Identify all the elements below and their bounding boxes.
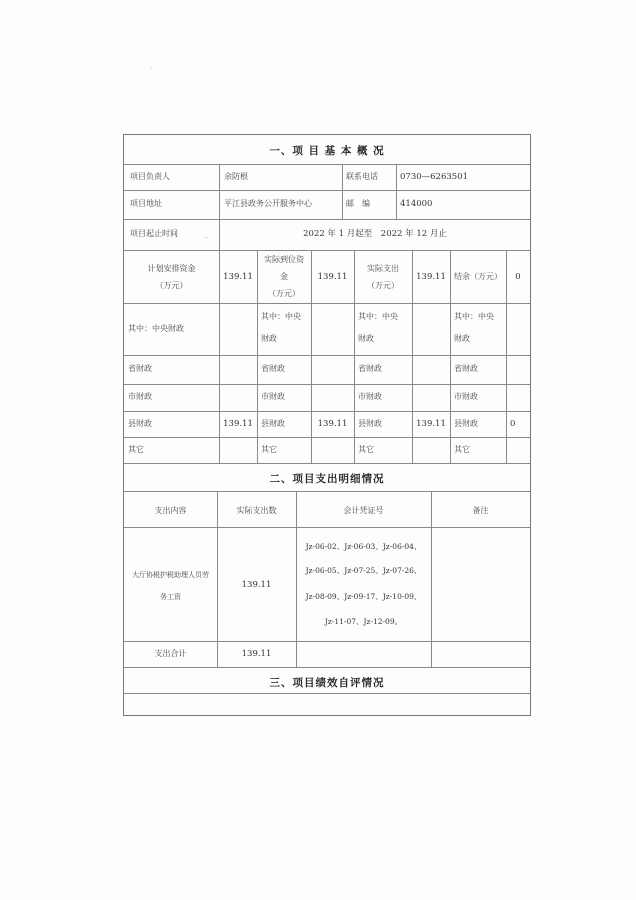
label-project-address: 项目地址 [130, 199, 162, 208]
label-county-arrived: 县财政 [261, 419, 285, 428]
value-county-planned: 139.11 [223, 419, 253, 429]
row-divider [124, 355, 530, 356]
voucher-line: Jz-06-02、Jz-06-03、Jz-06-04、 [305, 542, 422, 551]
label-actual-spent-unit: （万元） [367, 281, 399, 290]
voucher-line: Jz-11-07、Jz-12-09。 [324, 617, 403, 626]
scan-speck: ·· [204, 234, 209, 242]
label-planned-funds-unit: （万元） [155, 281, 188, 290]
value-county-arrived: 139.11 [317, 419, 348, 429]
label-other-arrived: 其它 [261, 445, 277, 454]
section2-title: 二、项目支出明细情况 [269, 473, 385, 485]
row-divider [124, 641, 530, 642]
col-divider [396, 164, 397, 219]
voucher-line: Jz-06-05、Jz-07-25、Jz-07-26、 [305, 566, 422, 575]
label-province-arrived: 省财政 [261, 364, 285, 373]
value-actual-spent: 139.11 [416, 272, 446, 282]
col-divider [342, 164, 343, 219]
label-other-balance: 其它 [454, 445, 470, 454]
label-city-finance: 市财政 [128, 392, 152, 401]
label-project-period: 项目起止时间 [130, 229, 178, 238]
row-divider [124, 411, 530, 412]
label-county-spent: 县财政 [358, 419, 382, 428]
value-planned-funds: 139.11 [223, 272, 253, 282]
total-amount: 139.11 [241, 649, 272, 659]
value-project-period: 2022 年 1 月起至 2022 年 12 月止 [303, 229, 447, 239]
label-postcode: 邮 编 [346, 199, 370, 208]
row-divider [124, 667, 530, 668]
value-county-spent: 139.11 [416, 419, 446, 429]
row-divider [124, 219, 530, 220]
scan-speck: · [150, 64, 153, 72]
row-divider [124, 303, 530, 304]
value-project-address: 平江县政务公开服务中心 [224, 199, 312, 208]
label-city-spent: 市财政 [358, 392, 382, 401]
value-phone: 0730—6263501 [400, 172, 468, 182]
section3-title: 三、项目绩效自评情况 [269, 677, 385, 689]
label-arrived-funds: 实际到位资 [264, 255, 304, 264]
label-actual-spent: 实际支出 [367, 264, 399, 273]
col-divider [296, 491, 297, 667]
col-divider [431, 491, 432, 667]
item-expense-content: 大厅协税护税助理人员劳 [132, 571, 209, 579]
label-central-sub-1: 其中：中央 [261, 312, 301, 321]
section1-title: 一、项 目 基 本 概 况 [269, 145, 385, 157]
total-label: 支出合计 [154, 649, 187, 658]
row-divider [124, 190, 530, 191]
label-province-spent: 省财政 [358, 364, 382, 373]
label-central-sub-balance-1: 其中：中央 [454, 312, 494, 321]
label-province-balance: 省财政 [454, 364, 478, 373]
label-other-finance: 其它 [128, 445, 144, 454]
value-arrived-funds: 139.11 [317, 272, 348, 282]
row-divider [124, 437, 530, 438]
header-expense-content: 支出内容 [154, 506, 187, 515]
header-voucher-number: 会计凭证号 [343, 506, 384, 515]
label-county-balance: 县财政 [454, 419, 478, 428]
label-arrived-funds-unit: （万元） [268, 289, 300, 298]
label-central-sub-spent-2: 财政 [358, 334, 374, 343]
item-actual-amount: 139.11 [241, 580, 272, 590]
label-central-finance: 其中：中央财政 [128, 324, 184, 333]
row-divider [124, 384, 530, 385]
row-divider [124, 463, 530, 464]
label-central-sub-balance-2: 财政 [454, 334, 470, 343]
label-county-finance: 县财政 [128, 419, 152, 428]
label-city-arrived: 市财政 [261, 392, 285, 401]
label-arrived-funds-2: 金 [280, 272, 288, 281]
row-divider [124, 693, 530, 694]
item-expense-content-2: 务工资 [160, 593, 181, 601]
row-divider [124, 164, 530, 165]
label-phone: 联系电话 [346, 172, 378, 181]
label-planned-funds: 计划安排资金 [147, 264, 196, 273]
value-balance: 0 [515, 272, 521, 282]
value-county-balance: 0 [510, 419, 516, 429]
row-divider [124, 491, 530, 492]
label-city-balance: 市财政 [454, 392, 478, 401]
label-central-sub-spent-1: 其中：中央 [358, 312, 398, 321]
label-balance: 结余（万元） [454, 272, 502, 281]
project-report-table [123, 134, 531, 716]
label-other-spent: 其它 [358, 445, 374, 454]
voucher-line: Jz-08-09、Jz-09-17、Jz-10-09、 [305, 592, 422, 601]
row-divider [124, 250, 530, 251]
header-remarks: 备注 [472, 506, 489, 515]
row-divider [124, 527, 530, 528]
label-province-finance: 省财政 [128, 364, 152, 373]
label-central-sub-2: 财政 [261, 334, 277, 343]
value-postcode: 414000 [400, 199, 433, 209]
label-project-leader: 项目负责人 [130, 172, 170, 181]
header-actual-amount: 实际支出数 [236, 506, 277, 515]
value-project-leader: 余防根 [224, 172, 248, 181]
